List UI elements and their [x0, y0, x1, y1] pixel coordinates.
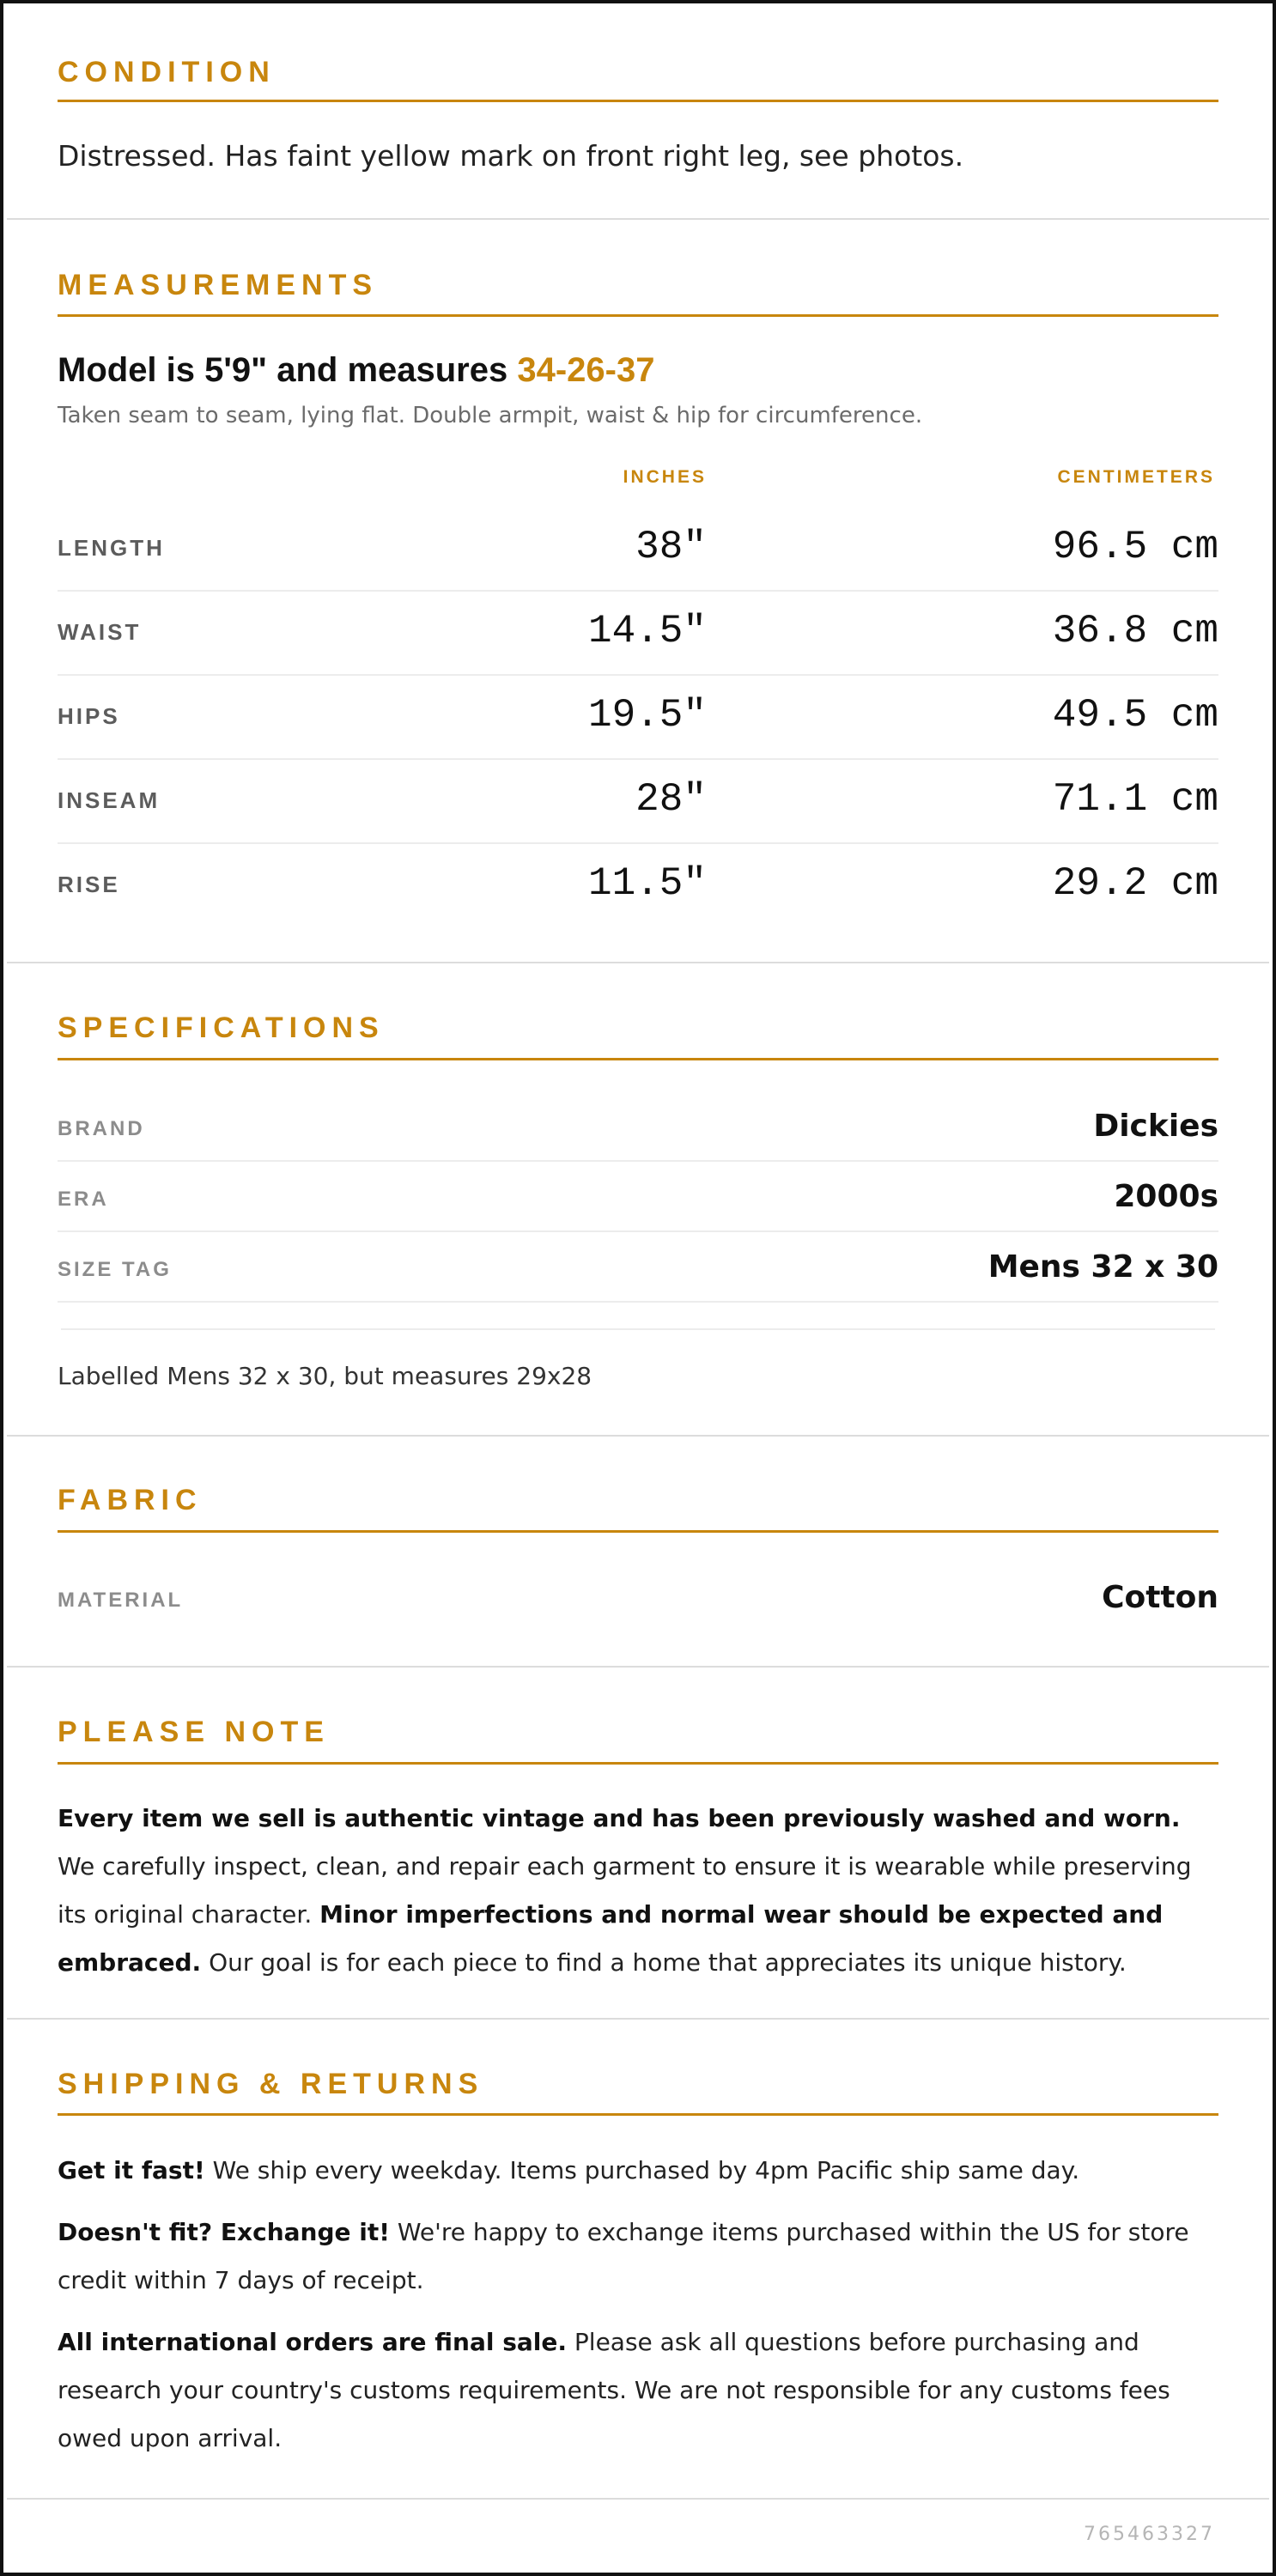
- please-note-heading: PLEASE NOTE: [58, 1716, 330, 1748]
- fabric-heading: FABRIC: [58, 1484, 203, 1516]
- note-text-2: Our goal is for each piece to find a home that appreciates its unique history.: [201, 1948, 1127, 1977]
- section-divider: [7, 962, 1269, 963]
- spec-value: Mens 32 x 30: [987, 1249, 1218, 1285]
- condition-text: Distressed. Has faint yellow mark on front right leg, see photos.: [58, 139, 964, 173]
- measurement-label: INSEAM: [58, 787, 161, 813]
- measurements-note: Taken seam to seam, lying flat. Double armpit, waist & hip for circumference.: [58, 403, 923, 428]
- spec-note: Labelled Mens 32 x 30, but measures 29x28: [58, 1362, 592, 1390]
- specifications-heading: SPECIFICATIONS: [58, 1012, 385, 1044]
- spec-row-era: [58, 1162, 1218, 1232]
- measurement-row-inseam: [58, 760, 1218, 844]
- spec-label: MATERIAL: [58, 1589, 184, 1612]
- measurement-inches: 28": [635, 777, 707, 822]
- inches-column-header: INCHES: [623, 467, 707, 487]
- shipping-international-text: Please ask all questions before purchasing and research your country's customs requirements. We are not responsible for any customs fees owed upon arrival.: [58, 2328, 1170, 2452]
- shipping-fast-bold: Get it fast!: [58, 2156, 205, 2184]
- spec-label: ERA: [58, 1188, 109, 1211]
- measurement-label: HIPS: [58, 703, 120, 729]
- section-divider: [7, 1666, 1269, 1668]
- section-divider: [7, 2018, 1269, 2020]
- measurement-row-waist: [58, 592, 1218, 676]
- measurement-centimeters: 29.2 cm: [1052, 861, 1218, 906]
- spec-value: Cotton: [1102, 1580, 1218, 1615]
- model-stats: 34-26-37: [517, 351, 655, 389]
- model-info: [58, 351, 654, 390]
- shipping-fast-paragraph: [58, 2147, 1218, 2195]
- measurement-inches: 19.5": [587, 693, 707, 738]
- measurement-inches: 11.5": [587, 861, 707, 906]
- spec-value: Dickies: [1093, 1109, 1218, 1144]
- shipping-text: [58, 2147, 1218, 2476]
- measurement-row-length: [58, 507, 1218, 592]
- section-divider: [7, 2498, 1269, 2500]
- note-text-1: We carefully inspect, clean, and repair each garment to ensure it is wearable while preserving its original character.: [58, 1852, 1192, 1929]
- spec-label: SIZE TAG: [58, 1258, 172, 1281]
- note-bold-1: Every item we sell is authentic vintage and has been previously washed and worn.: [58, 1804, 1181, 1832]
- note-bold-2: Minor imperfections and normal wear should be expected and embraced.: [58, 1900, 1164, 1977]
- shipping-exchange-bold: Doesn't fit? Exchange it!: [58, 2218, 390, 2246]
- measurement-row-hips: [58, 676, 1218, 760]
- shipping-rule: [58, 2113, 1218, 2116]
- spec-row-brand: [58, 1091, 1218, 1162]
- section-divider: [7, 1435, 1269, 1437]
- fabric-rule: [58, 1530, 1218, 1533]
- measurement-inches: 38": [635, 525, 707, 569]
- spec-value: 2000s: [1114, 1179, 1218, 1214]
- measurement-row-rise: [58, 844, 1218, 928]
- shipping-heading: SHIPPING & RETURNS: [58, 2068, 484, 2100]
- measurement-centimeters: 36.8 cm: [1052, 609, 1218, 653]
- model-prefix: Model is 5'9" and measures: [58, 351, 518, 389]
- spec-note-divider: [61, 1328, 1215, 1330]
- shipping-exchange-text: We're happy to exchange items purchased within the US for store credit within 7 days of receipt.: [58, 2218, 1189, 2294]
- measurement-label: WAIST: [58, 619, 142, 645]
- shipping-exchange-paragraph: [58, 2208, 1218, 2305]
- shipping-international-bold: All international orders are final sale.: [58, 2328, 568, 2356]
- shipping-international-paragraph: [58, 2318, 1218, 2463]
- condition-rule: [58, 100, 1218, 102]
- please-note-text: [58, 1795, 1218, 1987]
- centimeters-column-header: CENTIMETERS: [1057, 467, 1215, 487]
- measurement-inches: 14.5": [587, 609, 707, 653]
- condition-heading: CONDITION: [58, 56, 276, 88]
- measurement-centimeters: 71.1 cm: [1052, 777, 1218, 822]
- spec-row-material: [58, 1563, 1218, 1633]
- spec-row-size-tag: [58, 1232, 1218, 1303]
- measurement-label: RISE: [58, 872, 120, 897]
- spec-label: BRAND: [58, 1117, 145, 1140]
- shipping-fast-text: We ship every weekday. Items purchased by 4pm Pacific ship same day.: [204, 2156, 1080, 2184]
- please-note-rule: [58, 1762, 1218, 1765]
- measurements-rule: [58, 314, 1218, 317]
- specifications-rule: [58, 1058, 1218, 1060]
- measurement-label: LENGTH: [58, 535, 165, 561]
- measurement-centimeters: 96.5 cm: [1052, 525, 1218, 569]
- measurement-centimeters: 49.5 cm: [1052, 693, 1218, 738]
- measurements-heading: MEASUREMENTS: [58, 269, 379, 301]
- section-divider: [7, 218, 1269, 220]
- product-id: 765463327: [1084, 2524, 1215, 2545]
